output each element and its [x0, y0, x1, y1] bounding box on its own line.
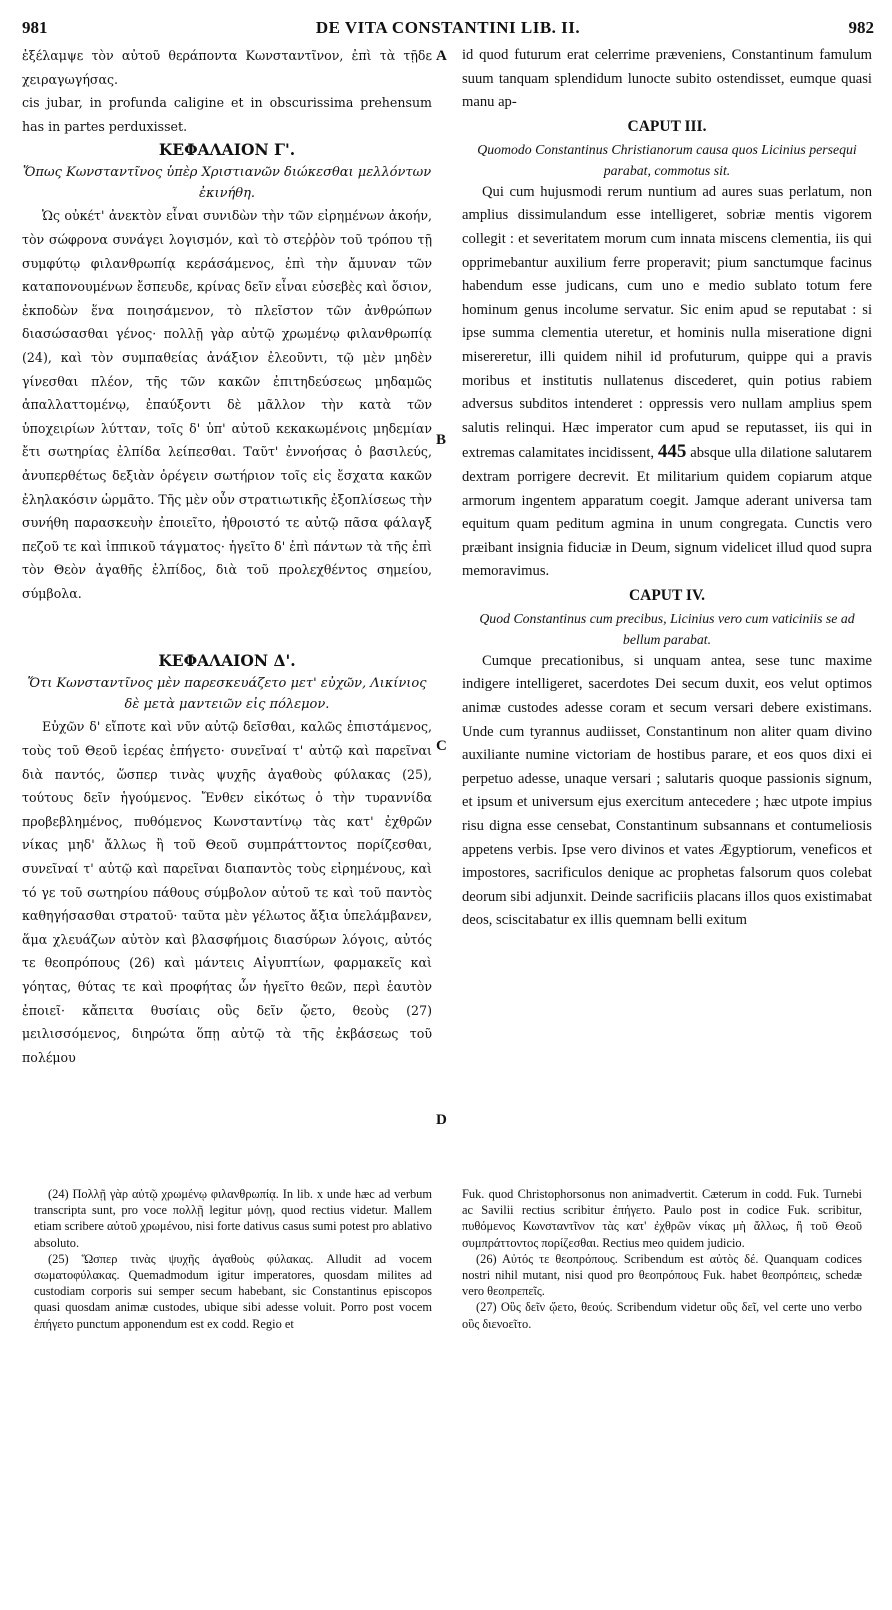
greek-chapter-4-heading: ΚΕΦΑΛΑΙΟΝ Δ'.: [158, 651, 296, 671]
latin-chapter-3-text-b: absque ulla dilatione salutarem dextram porrigere decrevit. Et militarium quidem copiarum atque armorum ingentem apparatum coegit. Jamque aderant universa tam equitum quam peditum agmina in unum congregata. Cunctis vero præibant insignia fiduciæ in Deum, signum videlicet illud quod supra memoravimus.: [462, 445, 872, 580]
margin-letter-d: D: [436, 1112, 447, 1128]
latin-column: [462, 44, 872, 933]
latin-chapter-4-heading: CAPUT IV.: [628, 586, 706, 604]
page-number-left: 981: [22, 18, 48, 37]
greek-chapter-4-text: Εὐχῶν δ' εἴποτε καὶ νῦν αὐτῷ δεῖσθαι, καλῶς ἐπιστάμενος, τοὺς τοῦ Θεοῦ ἱερέας ἐπήγετο· συνεῖναί τ' αὐτῷ καὶ παρεῖναι διὰ παντός, ὥσπερ τινὰς ψυχῆς ἀγαθοὺς φύλακας (25), τούτους δεῖν ἡγούμενος. Ἔνθεν εἰκότως ὁ τὴν τυραννίδα προβεβλημένος, πυθόμενος Κωνσταντίνῳ τὰς κατ' ἐχθρῶν νίκας μηδ' ἄλλως ἢ τοῦ Θεοῦ συμπράττοντος πορίζεσθαι, συνεῖναί τ' αὐτῷ καὶ παρεῖναι διαπαντὸς τοὺς εἰρημένους, καὶ τό γε τοῦ σωτηρίου πάθους σύμβολον αὐτοῦ τε καὶ τοῦ παντὸς καθηγήσασθαι στρατοῦ· ταῦτα μὲν γέλωτος ἄξια ὑπελάμβανεν, ἅμα χλευάζων αὐτὸν καὶ βλασφήμοις διασύρων λόγοις, αὐτός τε θεοπρόπους (26) καὶ μάντεις Αἰγυπτίων, φαρμακεῖς καὶ γόητας, θύτας τε καὶ προφήτας ὧν ἡγεῖτο θεῶν, περὶ ἑαυτὸν ἐποιεῖ· κἄπειτα θυσίαις οὓς δεῖν ᾤετο, θεοὺς (27) μειλισσόμενος, διηρώτα ὅπῃ αὐτῷ τὰ τῆς ἐκβάσεως τοῦ πολέμου: [22, 719, 432, 1065]
greek-chapter-3-heading: ΚΕΦΑΛΑΙΟΝ Γ'.: [158, 140, 296, 160]
greek-chapter-3-text: Ὡς οὐκέτ' ἀνεκτὸν εἶναι συνιδὼν τὴν τῶν εἰρημένων ἀκοήν, τὸν σώφρονα συνάγει λογισμόν, καὶ τὸ στεῤῥὸν τοῦ τρόπου τῇ συμφύτῳ φιλανθρωπίᾳ κεράσάμενος, ἐπὶ τὴν ἄμυναν τῶν καταπονουμένων ἔσπευδε, κρίνας δεῖν εἶναι εὐσεβὲς καὶ ὅσιον, ἐκποδὼν ἕνα ποιησάμενον, τὸ πλεῖστον τῶν ἀνθρώπων διασώσασθαι γένος· πολλῇ γὰρ αὐτῷ χρωμένῳ φιλανθρωπίᾳ (24), καὶ τὸν συμπαθείας ἀνάξιον ἐλεοῦντι, τῷ μὲν μηδὲν γίνεσθαι πλέον, τῆς τῶν κακῶν ἐπιτηδεύσεως μηδαμῶς ἀπαλλαττομένῳ, ἐπαύξοντι δὲ μᾶλλον τὴν κατὰ τῶν ὑποχειρίων λύτταν, τοῖς δ' ὑπ' αὐτοῦ κεκακωμένοις μηδεμίαν ἔτι σωτηρίας ἐλπίδα λείπεσθαι. Ταῦτ' ἐννοήσας ὁ βασιλεύς, ἀνυπερθέτως δεξιὰν ὀρέγειν σωτήριον τοῖς εἰς ἔσχατα κακῶν ἐληλακόσιν ὡρμᾶτο. Τῆς μὲν οὖν στρατιωτικῆς ἐξοπλίσεως τὴν συνήθη παρασκευὴν ἐποιεῖτο, ἠθροιστό τε αὐτῷ πᾶσα φάλαγξ πεζοῦ τε καὶ ἱππικοῦ τάγματος· ἡγεῖτο δ' ἐπὶ πάντων τὰ τῆς ἐπὶ τὸν Θεὸν ἀγαθῆς ἐλπίδος, διὰ τοῦ προλεχθέντος σημείου, σύμβολα.: [22, 208, 432, 601]
latin-chapter-4-subtitle: Quod Constantinus cum precibus, Licinius vero cum vaticiniis se ad bellum parabat.: [479, 610, 855, 647]
greek-chapter-3-subtitle: Ὅπως Κωνσταντῖνος ὑπὲρ Χριστιανῶν διώκεσθαι μελλόντων ἐκινήθη.: [22, 165, 432, 202]
footnote-24: (24) Πολλῇ γὰρ αὐτῷ χρωμένῳ φιλανθρωπίᾳ. In lib. x unde hæc ad verbum transcripta sunt, pro voce πολλῇ legitur μόνῃ, quod rectius videtur. Mallem etiam scribere αὐτοῦ χρωμένου, nisi forte dativus casus sumi potest pro ablativo absoluto.: [34, 1187, 432, 1250]
greek-column: [22, 44, 432, 1069]
latin-chapter-3-subtitle: Quomodo Constantinus Christianorum causa quos Licinius persequi parabat, commotus sit.: [477, 141, 857, 178]
latin-chapter-3-text: [462, 181, 872, 584]
footnote-26: (26) Αὐτός τε θεοπρόπους. Scribendum est αὐτὸς δέ. Quanquam codices nostri nihil mutant, nisi quod pro θεοπρόπους Fuk. habet θεοπρόπεις, schedæ vero θεοπρεπεῖς.: [462, 1251, 862, 1299]
footnotes-left: [34, 1186, 432, 1332]
greek-intro: ἐξέλαμψε τὸν αὐτοῦ θεράποντα Κωνσταντῖνον, ἐπὶ τὰ τῇδε χειραγωγήσας.: [22, 48, 432, 87]
page-number-right: 982: [848, 18, 874, 37]
latin-chapter-4-text: Cumque precationibus, si unquam antea, sese tunc maxime indigere intelligeret, sacerdotes Dei secum duxit, eos velut optimos animæ custodes adesse coram et secum versari debere existimans. Unde cum tyrannus audiisset, Constantinum non aliter quam divino auxiliante numine victoriam de hostibus parare, et eos quos dixi ei perpetuo adesse, unaque versari ; salutaris quoque passionis signum, et ipsum et universum ejus exercitum antecedere ; hæc utpote impius risu digna esse censebat, Constantinum subsannans et contumeliosis appetens verbis. Ipse vero divinos et vates Ægyptiorum, veneficos et impostores, sacrificulos denique ac prophetas falsorum quos colebat deorum sibi adjunxit. Deinde sacrificiis placans illos quos existimabat deos, sciscitabatur ex illis quemnam belli exitum: [462, 652, 872, 929]
footnote-27: (27) Οὓς δεῖν ᾤετο, θεούς. Scribendum videtur οὓς δεῖ, vel certe uno verbo οὓς διενοεῖτο.: [462, 1300, 862, 1331]
footnote-25: (25) Ὥσπερ τινὰς ψυχῆς ἀγαθοὺς φύλακας. Alludit ad vocem σωματοφύλακας. Quemadmodum igitur imperatores, quosdam milites ad custodiam corporis sui semper secum habebant, sic Constantinus episcopos quasi quosdam animæ custodes, ubique sibi adesse voluit. Porro post vocem ἐπήγετο punctum apponendum est ex codd. Regio et: [34, 1251, 432, 1331]
marginal-page-number: 445: [657, 441, 687, 463]
margin-letter-a: A: [436, 48, 447, 64]
latin-chapter-3-text-a: Qui cum hujusmodi rerum nuntium ad aures suas perlatum, non amplius dissimulandum esse intelligeret, sobriæ mentis vigorem collegit : et severitatem morum cum innata miscens clementia, iis qui opprimebantur auxilium ferre properavit; pium sanctumque facinus habendum esse judicans, cum uno e medio sublato totum fere hominum genus incolume servatur. Sic enim apud se reputabat : si ipse summa clementia uteretur, et hominis nulla miseratione digni misereretur, illi quidem nihil id profuturum, quippe qui a pravis moribus et institutis nullatenus discederet, quin potius rabiem adversus subditos intenderet : oppressis vero nullam amplius spem salutis relinqui. Hæc imperator cum apud se reputasset, iis qui in extremas calamitates incidissent,: [462, 183, 872, 462]
margin-letter-b: B: [436, 432, 447, 448]
running-head: [22, 18, 874, 40]
latin-chapter-3-heading: CAPUT III.: [627, 117, 707, 135]
greek-chapter-4-subtitle: Ὅτι Κωνσταντῖνος μὲν παρεσκευάζετο μετ' εὐχῶν, Λικίνιος δὲ μετὰ μαντειῶν εἰς πόλεμον.: [27, 676, 427, 713]
running-title: DE VITA CONSTANTINI LIB. II.: [315, 18, 581, 37]
margin-letter-c: C: [436, 738, 447, 754]
latin-intro-overflow: cis jubar, in profunda caligine et in obscurissima prehensum has in partes perduxisset.: [22, 95, 432, 134]
footnote-25-continued: Fuk. quod Christophorsonus non animadvertit. Cæterum in codd. Fuk. Turnebi ac Savilii rectius scribitur ἐπήγετο. Paulo post in codice Fuk. scribitur, πυθόμενος Κωνσταντῖνον τὰς κατ' ἐχθρῶν νίκας μὴ ἄλλως, ἢ τοῦ Θεοῦ συμπράττοντος πορίζεσθαι. Rectius meo quidem judicio.: [462, 1187, 862, 1250]
latin-intro: id quod futurum erat celerrime præveniens, Constantinum famulum suum tanquam splendidum lunocte subito ostendisset, eumque quasi manu ap-: [462, 47, 872, 111]
footnotes-right: [462, 1186, 862, 1332]
